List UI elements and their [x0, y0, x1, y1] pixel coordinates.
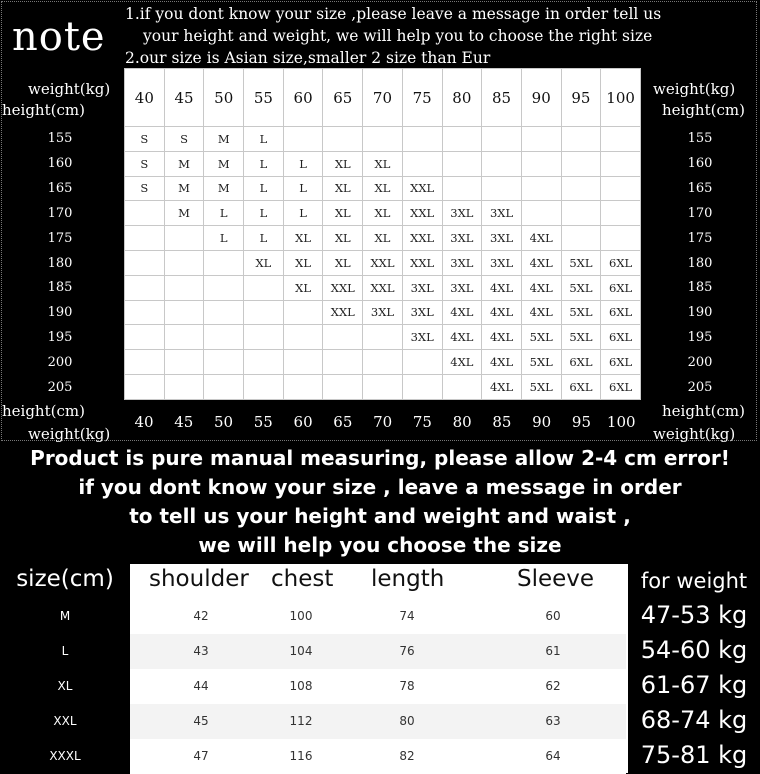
weight-label-bottom-left: weight(kg) — [28, 425, 111, 443]
size-cell — [561, 151, 601, 176]
chest-value: 112 — [289, 714, 313, 728]
size-cell — [204, 325, 244, 350]
size-cell — [204, 275, 244, 300]
size-cell — [442, 374, 482, 399]
size-cell — [204, 300, 244, 325]
size-cell: S — [125, 151, 165, 176]
size-cell: 3XL — [482, 250, 522, 275]
chest-value: 116 — [289, 749, 313, 763]
size-cell — [125, 374, 165, 399]
size-cell — [164, 300, 204, 325]
size-label: XL — [57, 679, 73, 693]
header-chest: chest — [271, 566, 334, 592]
chest-value: 108 — [289, 679, 313, 693]
height-left: 200 — [47, 355, 73, 371]
size-cell: XL — [323, 250, 363, 275]
sleeve-value: 61 — [545, 644, 561, 658]
size-cell — [204, 374, 244, 399]
height-label-bottom-right: height(cm) — [662, 402, 745, 420]
height-label-top-left: height(cm) — [2, 101, 85, 119]
size-cell — [164, 275, 204, 300]
length-value: 78 — [399, 679, 415, 693]
size-cell — [363, 325, 403, 350]
height-left: 180 — [47, 255, 73, 271]
size-cell — [601, 226, 641, 251]
header-weight: for weight — [640, 569, 748, 593]
size-cell: M — [164, 201, 204, 226]
weight-range: 61-67 kg — [640, 671, 748, 699]
size-cell: XXL — [363, 275, 403, 300]
size-cell: 3XL — [482, 201, 522, 226]
size-cell — [482, 151, 522, 176]
length-value: 76 — [399, 644, 415, 658]
size-cell: M — [204, 151, 244, 176]
size-cell — [402, 374, 442, 399]
size-cell — [561, 176, 601, 201]
header-sleeve: Sleeve — [517, 566, 595, 592]
weight-header-cell: 50 — [204, 69, 244, 127]
size-cell: XL — [283, 226, 323, 251]
size-cell — [482, 127, 522, 152]
note-line-3: 2.our size is Asian size,smaller 2 size than Eur — [125, 49, 491, 67]
height-left: 160 — [47, 155, 73, 171]
grid-row — [125, 226, 641, 251]
size-cell: XL — [363, 226, 403, 251]
weight-bottom: 75 — [412, 413, 432, 431]
size-cell — [521, 176, 561, 201]
size-cell — [244, 374, 284, 399]
weight-header-cell: 60 — [283, 69, 323, 127]
size-cell: L — [283, 151, 323, 176]
weight-header-cell: 95 — [561, 69, 601, 127]
size-cell — [164, 350, 204, 375]
size-cell: 5XL — [561, 275, 601, 300]
size-cell: 6XL — [561, 350, 601, 375]
size-cell — [125, 226, 165, 251]
shoulder-value: 42 — [193, 609, 209, 623]
weight-bottom: 40 — [134, 413, 154, 431]
size-cell: XL — [283, 275, 323, 300]
height-right: 205 — [687, 380, 713, 395]
size-cell — [283, 350, 323, 375]
weight-header-cell: 75 — [402, 69, 442, 127]
length-value: 74 — [399, 609, 415, 623]
weight-label-bottom-right: weight(kg) — [653, 425, 736, 443]
height-right: 160 — [687, 155, 713, 171]
size-cell: L — [204, 201, 244, 226]
height-left: 175 — [47, 230, 73, 246]
size-cell: 5XL — [561, 325, 601, 350]
size-cell — [244, 325, 284, 350]
size-cell: 3XL — [402, 300, 442, 325]
length-value: 80 — [399, 714, 415, 728]
grid-row — [125, 127, 641, 152]
size-cell: 6XL — [601, 374, 641, 399]
grid-row — [125, 374, 641, 399]
weight-bottom: 70 — [373, 413, 393, 431]
size-cell: L — [283, 176, 323, 201]
grid-row — [125, 201, 641, 226]
height-right: 185 — [687, 280, 713, 296]
size-cell — [601, 151, 641, 176]
size-cell: M — [164, 176, 204, 201]
grid-row — [125, 250, 641, 275]
size-cell: 5XL — [561, 250, 601, 275]
size-cell — [164, 250, 204, 275]
shoulder-value: 44 — [193, 679, 209, 693]
size-cell — [125, 325, 165, 350]
size-cell: 6XL — [601, 325, 641, 350]
grid-row — [125, 176, 641, 201]
weight-bottom: 65 — [333, 413, 353, 431]
grid-row — [125, 300, 641, 325]
height-right: 200 — [687, 355, 713, 371]
size-label: XXXL — [49, 749, 81, 763]
size-cell — [442, 151, 482, 176]
size-cell — [283, 325, 323, 350]
size-cell — [125, 300, 165, 325]
size-cell — [125, 350, 165, 375]
shoulder-value: 43 — [193, 644, 209, 658]
size-cell: L — [244, 226, 284, 251]
size-label: L — [61, 644, 69, 658]
height-right: 165 — [687, 180, 713, 196]
sleeve-value: 63 — [545, 714, 561, 728]
size-cell: 4XL — [482, 374, 522, 399]
weight-bottom: 85 — [492, 413, 512, 431]
weight-bottom: 95 — [571, 413, 592, 431]
size-cell — [402, 350, 442, 375]
size-cell — [601, 127, 641, 152]
grid-row — [125, 325, 641, 350]
height-right: 195 — [687, 330, 713, 346]
weight-header-cell: 80 — [442, 69, 482, 127]
size-cell: L — [283, 201, 323, 226]
size-cell: 5XL — [521, 325, 561, 350]
size-cell: XL — [363, 176, 403, 201]
size-cell: 4XL — [521, 275, 561, 300]
size-cell: 3XL — [482, 226, 522, 251]
size-cell: 3XL — [442, 275, 482, 300]
weight-bottom: 90 — [532, 413, 552, 431]
sleeve-value: 62 — [545, 679, 561, 693]
size-cell: XXL — [323, 300, 363, 325]
size-cell: L — [204, 226, 244, 251]
size-cell: XXL — [323, 275, 363, 300]
size-cell — [601, 201, 641, 226]
grid-row — [125, 275, 641, 300]
size-cell: 4XL — [521, 300, 561, 325]
weight-bottom: 60 — [293, 413, 313, 431]
size-cell — [363, 374, 403, 399]
weight-header-cell: 55 — [244, 69, 284, 127]
size-cell: M — [204, 127, 244, 152]
length-value: 82 — [399, 749, 415, 763]
message-line-2: if you dont know your size , leave a message in order — [78, 475, 682, 499]
grid-header-row — [125, 69, 641, 127]
size-cell — [521, 127, 561, 152]
size-cell: 4XL — [442, 350, 482, 375]
size-cell: 5XL — [521, 350, 561, 375]
note-line-1: 1.if you dont know your size ,please leave a message in order tell us — [125, 5, 662, 23]
size-cell: 3XL — [363, 300, 403, 325]
size-cell: XL — [363, 201, 403, 226]
height-right: 170 — [687, 205, 713, 221]
size-cell: 3XL — [402, 275, 442, 300]
size-cell — [363, 127, 403, 152]
weight-label-top-right: weight(kg) — [653, 80, 736, 98]
size-cell: 4XL — [482, 300, 522, 325]
size-label: M — [59, 609, 71, 623]
size-cell: XXL — [402, 250, 442, 275]
size-cell: XL — [363, 151, 403, 176]
size-cell — [204, 350, 244, 375]
size-cell — [402, 127, 442, 152]
size-cell — [482, 176, 522, 201]
weight-header-cell: 65 — [323, 69, 363, 127]
size-cell — [442, 127, 482, 152]
size-cell — [323, 350, 363, 375]
size-cell — [323, 325, 363, 350]
size-cell: 6XL — [601, 275, 641, 300]
size-cell — [244, 350, 284, 375]
size-cell: 6XL — [601, 300, 641, 325]
size-cell — [521, 201, 561, 226]
size-grid-table — [124, 68, 641, 400]
size-cell — [164, 374, 204, 399]
size-cell — [125, 201, 165, 226]
chest-value: 104 — [289, 644, 313, 658]
size-cell — [244, 300, 284, 325]
size-cell: XL — [323, 176, 363, 201]
size-cell: M — [204, 176, 244, 201]
size-cell: 5XL — [561, 300, 601, 325]
size-cell: XL — [283, 250, 323, 275]
weight-header-cell: 40 — [125, 69, 165, 127]
size-cell: L — [244, 176, 284, 201]
size-cell: 6XL — [601, 350, 641, 375]
note-title: note — [12, 14, 106, 60]
height-left: 195 — [47, 330, 73, 346]
size-cell: XXL — [402, 226, 442, 251]
size-cell — [323, 374, 363, 399]
chest-value: 100 — [289, 609, 313, 623]
size-cell — [402, 151, 442, 176]
size-cell — [521, 151, 561, 176]
height-left: 190 — [47, 305, 73, 321]
weight-range: 47-53 kg — [640, 601, 748, 629]
size-cell — [561, 201, 601, 226]
height-label-bottom-left: height(cm) — [2, 402, 85, 420]
message-block — [0, 444, 760, 560]
size-cell — [164, 226, 204, 251]
size-cell: 4XL — [442, 325, 482, 350]
size-cell: 4XL — [521, 226, 561, 251]
size-cell: XL — [323, 201, 363, 226]
size-cell: S — [164, 127, 204, 152]
weight-range: 75-81 kg — [640, 741, 748, 769]
header-size: size(cm) — [16, 566, 114, 592]
weight-header-cell: 100 — [601, 69, 641, 127]
size-cell: 4XL — [482, 325, 522, 350]
size-cell: XL — [323, 226, 363, 251]
size-cell: XL — [323, 151, 363, 176]
size-cell: 4XL — [521, 250, 561, 275]
size-label: XXL — [53, 714, 77, 728]
size-cell — [164, 325, 204, 350]
size-cell — [601, 176, 641, 201]
size-cell — [204, 250, 244, 275]
height-left: 185 — [47, 280, 73, 296]
height-left: 155 — [47, 131, 73, 146]
size-cell: 6XL — [561, 374, 601, 399]
height-label-top-right: height(cm) — [662, 101, 745, 119]
weight-range: 68-74 kg — [640, 706, 748, 734]
weight-header-cell: 85 — [482, 69, 522, 127]
size-cell: 5XL — [521, 374, 561, 399]
header-length: length — [371, 566, 445, 592]
size-cell — [561, 226, 601, 251]
weight-header-cell: 45 — [164, 69, 204, 127]
message-line-3: to tell us your height and weight and waist , — [129, 504, 631, 528]
size-cell: 4XL — [482, 275, 522, 300]
weight-bottom: 45 — [174, 413, 194, 431]
size-cell: S — [125, 176, 165, 201]
shoulder-value: 45 — [193, 714, 209, 728]
size-cell — [442, 176, 482, 201]
size-cell: L — [244, 151, 284, 176]
height-right: 190 — [687, 305, 713, 321]
weight-range: 54-60 kg — [640, 636, 748, 664]
size-cell: XL — [244, 250, 284, 275]
size-cell: L — [244, 201, 284, 226]
size-cell — [363, 350, 403, 375]
weight-bottom: 55 — [253, 413, 273, 431]
height-right: 180 — [687, 255, 713, 271]
weight-bottom: 100 — [606, 413, 636, 431]
size-cell: 3XL — [442, 226, 482, 251]
note-line-2: your height and weight, we will help you to choose the right size — [143, 27, 653, 45]
size-cell — [283, 127, 323, 152]
height-left: 165 — [47, 180, 73, 196]
message-line-1: Product is pure manual measuring, please allow 2-4 cm error! — [30, 446, 730, 470]
weight-label-top-left: weight(kg) — [28, 80, 111, 98]
message-line-4: we will help you choose the size — [198, 533, 562, 557]
size-cell: XXL — [363, 250, 403, 275]
height-left: 205 — [47, 380, 73, 395]
weight-bottom: 50 — [213, 413, 234, 431]
weight-bottom: 80 — [452, 413, 472, 431]
weight-header-cell: 90 — [521, 69, 561, 127]
size-cell: L — [244, 127, 284, 152]
grid-row — [125, 151, 641, 176]
size-cell: 3XL — [442, 201, 482, 226]
size-cell: 6XL — [601, 250, 641, 275]
size-cell — [323, 127, 363, 152]
size-cell — [283, 300, 323, 325]
height-right: 155 — [687, 131, 713, 146]
size-cell — [561, 127, 601, 152]
size-cell — [283, 374, 323, 399]
size-cell — [125, 275, 165, 300]
size-cell: 4XL — [482, 350, 522, 375]
size-cell: 3XL — [402, 325, 442, 350]
size-cell — [244, 275, 284, 300]
height-right: 175 — [687, 230, 713, 246]
sleeve-value: 60 — [545, 609, 561, 623]
shoulder-value: 47 — [193, 749, 209, 763]
size-cell: XXL — [402, 176, 442, 201]
size-cell: M — [164, 151, 204, 176]
grid-row — [125, 350, 641, 375]
weight-header-cell: 70 — [363, 69, 403, 127]
size-cell — [125, 250, 165, 275]
size-cell: 4XL — [442, 300, 482, 325]
sleeve-value: 64 — [545, 749, 561, 763]
size-cell: S — [125, 127, 165, 152]
size-grid — [124, 68, 641, 399]
height-left: 170 — [47, 205, 73, 221]
size-cell: XXL — [402, 201, 442, 226]
header-shoulder: shoulder — [149, 566, 249, 592]
size-cell: 3XL — [442, 250, 482, 275]
